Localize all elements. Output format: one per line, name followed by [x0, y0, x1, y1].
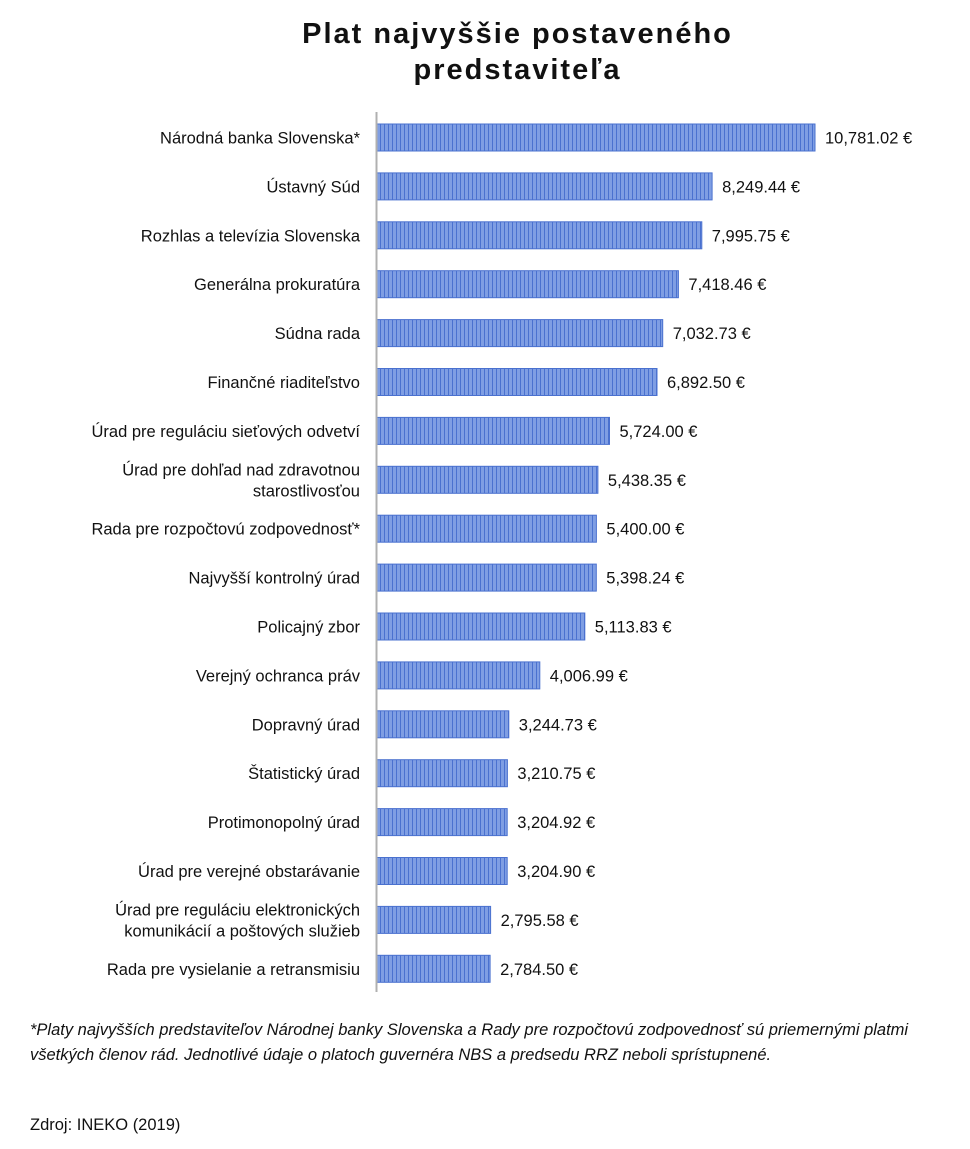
- category-label-line: starostlivosťou: [252, 482, 360, 501]
- category-label-line: Súdna rada: [274, 325, 360, 344]
- category-label: [160, 130, 361, 148]
- category-label-line: Policajný zbor: [257, 618, 360, 637]
- bar-value-label: 5,724.00 €: [619, 422, 698, 441]
- chart-title-line-1: Plat najvyššie postaveného: [302, 18, 733, 50]
- category-label-line: Generálna prokuratúra: [193, 276, 360, 295]
- bar: [377, 760, 507, 787]
- category-label: [107, 961, 360, 979]
- bar: [377, 564, 596, 591]
- category-label-line: Úrad pre dohľad nad zdravotnou: [122, 461, 360, 480]
- bar: [377, 955, 490, 982]
- category-label: [194, 276, 361, 294]
- category-label-line: Ústavný Súd: [266, 178, 360, 197]
- bar-value-label: 10,781.02 €: [825, 129, 913, 148]
- category-label: [138, 862, 360, 881]
- bar-value-label: 8,249.44 €: [722, 178, 801, 197]
- bar-value-label: 3,204.92 €: [517, 814, 596, 833]
- category-label: [122, 460, 360, 500]
- bar-value-label: 6,892.50 €: [667, 374, 745, 392]
- category-label: [257, 619, 360, 637]
- category-label: [189, 570, 361, 588]
- category-label: [115, 900, 360, 940]
- category-label: [266, 177, 360, 196]
- category-label-line: Protimonopolný úrad: [207, 814, 360, 833]
- category-label-line: Najvyšší kontrolný úrad: [188, 569, 360, 588]
- bar-value-label: 5,400.00 €: [606, 520, 685, 539]
- bar: [377, 858, 507, 885]
- bar: [377, 222, 702, 249]
- category-label-line: Rozhlas a televízia Slovenska: [140, 227, 360, 246]
- category-label: [252, 716, 360, 734]
- category-label: [91, 521, 360, 539]
- category-label: [196, 667, 361, 685]
- category-label-line: Rada pre rozpočtovú zodpovednosť*: [91, 520, 360, 539]
- category-label-line: Štatistický úrad: [248, 765, 360, 784]
- bar: [377, 417, 610, 444]
- category-label: [92, 422, 361, 441]
- bar: [377, 466, 598, 493]
- bar: [377, 906, 491, 933]
- bar-value-label: 5,398.24 €: [606, 569, 685, 588]
- bar-value-label: 3,204.90 €: [517, 863, 596, 881]
- bar: [377, 271, 678, 298]
- bar: [377, 711, 509, 738]
- bar-value-label: 7,995.75 €: [711, 227, 790, 246]
- category-label: [208, 374, 360, 392]
- chart-title-line-2: predstaviteľa: [413, 54, 622, 86]
- bars-layer: [377, 124, 815, 982]
- bar: [377, 809, 507, 836]
- bar: [377, 515, 596, 542]
- category-label-line: Rada pre vysielanie a retransmisiu: [106, 960, 360, 979]
- chart-title: [0, 16, 970, 88]
- category-label: [248, 764, 360, 783]
- category-label: [275, 325, 361, 343]
- bar: [377, 613, 585, 640]
- bar-value-label: 2,784.50 €: [500, 960, 579, 979]
- source-note: Zdroj: INEKO (2019): [30, 1116, 181, 1134]
- bar-value-label: 7,418.46 €: [688, 276, 767, 295]
- category-label-line: komunikácií a poštových služieb: [124, 922, 360, 941]
- bar-value-label: 7,032.73 €: [672, 325, 751, 344]
- bar-value-label: 3,210.75 €: [517, 765, 596, 784]
- bar: [377, 173, 712, 200]
- bar-value-label: 4,006.99 €: [549, 667, 628, 686]
- footnote: *Platy najvyšších predstaviteľov Národnej banky Slovenska a Rady pre rozpočtovú zodpovednosť sú priemernými platmi všetkých členov rád. Jednotlivé údaje o platoch guvernéra NBS a predsedu RRZ neboli sprístupnené.: [30, 1021, 909, 1064]
- category-label-line: Úrad pre verejné obstarávanie: [138, 863, 360, 881]
- bar: [377, 662, 540, 689]
- bar-value-label: 2,795.58 €: [500, 911, 579, 930]
- category-label-line: Finančné riaditeľstvo: [207, 374, 360, 392]
- bar-value-label: 5,438.35 €: [607, 471, 686, 490]
- bar: [377, 369, 657, 396]
- category-label: [208, 814, 360, 832]
- labels-layer: [91, 130, 912, 979]
- category-label-line: Verejný ochranca práv: [195, 667, 360, 686]
- category-label: [141, 227, 361, 245]
- bar-value-label: 3,244.73 €: [518, 716, 597, 735]
- bar: [377, 320, 663, 347]
- category-label-line: Dopravný úrad: [251, 716, 360, 735]
- bar-value-label: 5,113.83 €: [594, 618, 672, 637]
- category-label-line: Úrad pre reguláciu elektronických: [115, 901, 360, 920]
- bar: [377, 124, 815, 151]
- category-label-line: Národná banka Slovenska*: [160, 129, 360, 148]
- category-label-line: Úrad pre reguláciu sieťových odvetví: [91, 422, 360, 441]
